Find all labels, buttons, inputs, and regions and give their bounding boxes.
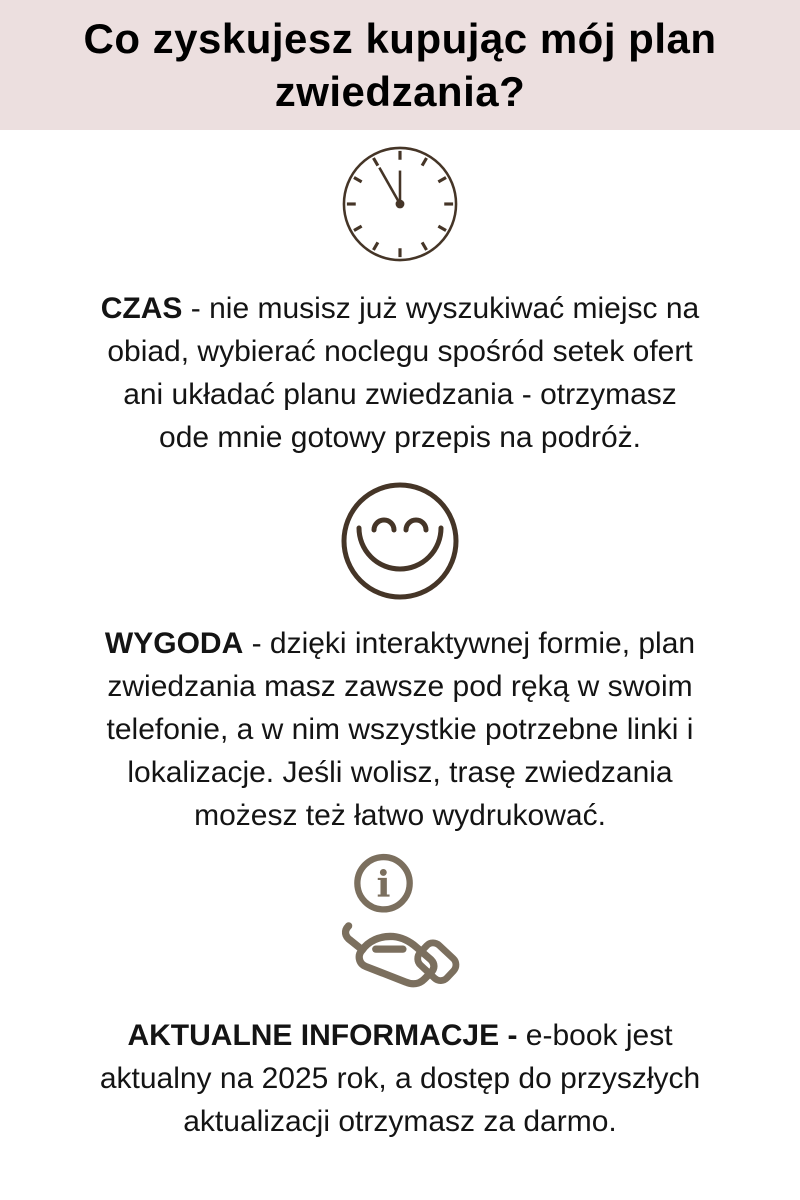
section-wygoda — [0, 480, 800, 837]
text-line — [20, 287, 780, 330]
page-title — [84, 12, 717, 118]
header-banner — [0, 0, 800, 130]
text-line — [20, 622, 780, 665]
text-line: aktualny na 2025 rok, a dostęp do przyszłych — [99, 1062, 701, 1095]
text-line — [20, 1014, 780, 1057]
page-title-line1: Co zyskujesz kupując mój plan — [83, 15, 717, 62]
aktualne-line1-rest: e-book jest — [517, 1019, 673, 1052]
clock-icon-svg — [341, 145, 459, 263]
svg-text:i: i — [376, 861, 391, 906]
text-line: zwiedzania masz zawsze pod ręką w swoim — [107, 670, 693, 703]
section-aktualne-informacje — [0, 851, 800, 1143]
text-line: aktualizacji otrzymasz za darmo. — [183, 1105, 617, 1138]
clock-icon — [0, 145, 800, 263]
aktualne-text — [20, 1014, 780, 1143]
info-hand-icon-svg — [337, 851, 463, 993]
section-czas — [0, 145, 800, 459]
czas-line1-rest: - nie musisz już wyszukiwać miejsc na — [182, 292, 700, 325]
text-line: lokalizacje. Jeśli wolisz, trasę zwiedzania — [127, 756, 673, 789]
text-line: możesz też łatwo wydrukować. — [194, 799, 606, 832]
info-hand-icon — [0, 851, 800, 993]
wygoda-bold-label: WYGODA — [104, 627, 244, 660]
text-line: ode mnie gotowy przepis na podróż. — [159, 421, 641, 454]
czas-text — [20, 287, 780, 459]
text-line: obiad, wybierać noclegu spośród setek ofert — [107, 335, 693, 368]
smiley-icon — [0, 480, 800, 602]
text-line: ani układać planu zwiedzania - otrzymasz — [123, 378, 677, 411]
wygoda-text — [20, 622, 780, 837]
wygoda-line1-rest: - dzięki interaktywnej formie, plan — [243, 627, 696, 660]
text-line: telefonie, a w nim wszystkie potrzebne linki i — [106, 713, 694, 746]
smiley-icon-svg — [339, 478, 461, 604]
aktualne-bold-label: AKTUALNE INFORMACJE - — [127, 1019, 518, 1052]
czas-bold-label: CZAS — [100, 292, 183, 325]
page-title-line2: zwiedzania? — [274, 68, 526, 115]
